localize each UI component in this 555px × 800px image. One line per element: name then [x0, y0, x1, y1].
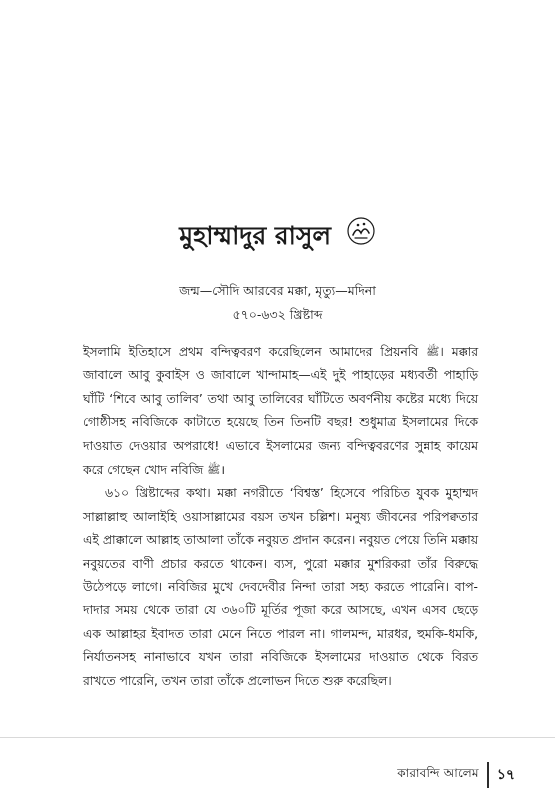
birth-death-places: জন্ম—সৌদি আরবের মক্কা, মৃত্যু—মদিনা: [179, 283, 376, 298]
footer-separator-bar: [487, 762, 489, 788]
page-number: ১৭: [496, 767, 515, 783]
chapter-title: [0, 216, 555, 256]
paragraph-text-continued: । মক্কার জাবালে আবু কুবাইস ও জাবালে খান্দামাহ—এই দুই পাহাড়ের মধ্যবর্তী পাহাড়ি ঘাঁটি ‘শিবে আবু তালিব’ তথা আবু তালিবের ঘাঁটিতে অবর্ণনীয় কষ্টের মধ্যে দিয়ে গোষ্ঠীসহ নবিজিকে কাটাতে হয়েছে তিন তিনটি বছর! শুধুমাত্র ইসলামের দিকে দাওয়াত দেওয়ার অপরাধে! এভাবে ইসলামের জন্য বন্দিত্ববরণের সুন্নাহ কায়েম করে গেছেন খোদ নবিজি: [83, 345, 478, 478]
paragraph-text: ইসলামি ইতিহাসে প্রথম বন্দিত্ববরণ করেছিলেন আমাদের প্রিয়নবি: [83, 345, 419, 359]
chapter-body: [83, 340, 478, 693]
paragraph-text: ৬১০ খ্রিষ্টাব্দের কথা। মক্কা নগরীতে ‘বিশ্বস্ত’ হিসেবে পরিচিত যুবক মুহাম্মদ সাল্লাল্লাহু আলাইহি ওয়াসাল্লামের বয়স তখন চল্লিশ। মনুষ্য জীবনের পরিপক্বতার এই প্রাক্কালে আল্লাহ তাআলা তাঁকে নবুয়ত প্রদান করেন। নবুয়ত পেয়ে তিনি মক্কায় নবুয়তের বাণী প্রচার করতে থাকেন। ব্যস, পুরো মক্কার মুশরিকরা তাঁর বিরুদ্ধে উঠেপড়ে লাগে। নবিজির মুখে দেবদেবীর নিন্দা তারা সহ্য করতে পারেনি। বাপ-দাদার সময় থেকে তারা যে ৩৬০টি মূর্তির পূজা করে আসছে, এখন এসব ছেড়ে এক আল্লাহর ইবাদত তারা মেনে নিতে পারল না। গালমন্দ, মারধর, হুমকি-ধমকি, নির্যাতনসহ নানাভাবে যখন তারা নবিজিকে ইসলামের দাওয়াত থেকে বিরত রাখতে পারেনি, তখন তারা তাঁকে প্রলোভন দিতে শুরু করেছিল।: [83, 486, 478, 688]
body-paragraph: [83, 482, 478, 693]
running-head: কারাবন্দি আলেম: [397, 766, 479, 780]
salawat-symbol: ﷺ: [426, 345, 440, 358]
body-paragraph: [83, 340, 478, 482]
footer-divider: [0, 737, 555, 738]
life-years: ৫৭০-৬৩২ খ্রিষ্টাব্দ: [232, 307, 323, 322]
page-footer: [397, 760, 515, 790]
salawat-symbol: ﷺ: [207, 463, 221, 477]
paragraph-text-end: ।: [220, 463, 226, 478]
salawat-calligraphy-icon: [346, 216, 376, 256]
chapter-title-text: মুহাম্মাদুর রাসুল: [179, 221, 332, 250]
